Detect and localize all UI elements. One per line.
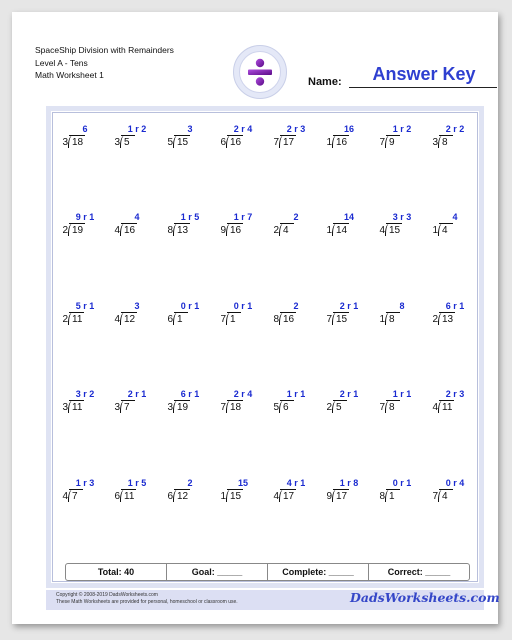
division-problem (270, 301, 314, 335)
dividend: 16 (124, 225, 136, 236)
quotient-answer: 2 r 3 (445, 389, 465, 399)
dividend: 17 (336, 491, 348, 502)
division-problem (59, 124, 103, 158)
answer-key-title: Answer Key (372, 64, 476, 84)
division-problem (217, 389, 261, 423)
divisor: 4 (273, 491, 279, 502)
dividend: 17 (283, 491, 295, 502)
division-problem (323, 212, 367, 246)
quotient-answer: 2 r 4 (233, 389, 253, 399)
divisor: 6 (167, 314, 173, 325)
usage-line: These Math Worksheets are provided for personal, homeschool or classroom use. (56, 598, 238, 605)
goal-field: Goal: _____ (166, 564, 267, 580)
quotient-answer: 2 r 1 (127, 389, 147, 399)
divisor: 9 (220, 225, 226, 236)
divisor: 5 (273, 402, 279, 413)
worksheet-number: Math Worksheet 1 (35, 70, 104, 80)
divisor: 4 (432, 402, 438, 413)
division-problem (376, 212, 420, 246)
total-count: Total: 40 (97, 567, 135, 577)
quotient-answer: 3 r 2 (75, 389, 95, 399)
quotient-answer: 2 (293, 301, 299, 311)
quotient-answer: 2 r 2 (445, 124, 465, 134)
dividend: 13 (442, 314, 454, 325)
dividend: 7 (124, 402, 130, 413)
divisor: 8 (379, 491, 385, 502)
name-label: Name: (308, 76, 342, 88)
quotient-answer: 3 (134, 301, 140, 311)
quotient-answer: 14 (343, 212, 354, 222)
dividend: 5 (336, 402, 342, 413)
quotient-answer: 0 r 1 (233, 301, 253, 311)
quotient-answer: 3 r 3 (392, 212, 412, 222)
dividend: 19 (72, 225, 84, 236)
dividend: 15 (230, 491, 242, 502)
divisor: 3 (432, 137, 438, 148)
dividend: 15 (336, 314, 348, 325)
division-problem (217, 124, 261, 158)
divisor: 7 (220, 402, 226, 413)
division-problem (111, 212, 155, 246)
complete-field: Complete: _____ (267, 564, 368, 580)
quotient-answer: 6 r 1 (180, 389, 200, 399)
quotient-answer: 0 r 4 (445, 478, 465, 488)
copyright-notice (56, 592, 238, 605)
dividend: 1 (177, 314, 183, 325)
dividend: 5 (124, 137, 130, 148)
dividend: 16 (230, 137, 242, 148)
dividend: 12 (124, 314, 136, 325)
divisor: 3 (114, 402, 120, 413)
divisor: 1 (379, 314, 385, 325)
divisor: 7 (273, 137, 279, 148)
worksheet-page (12, 12, 498, 624)
division-problem (270, 212, 314, 246)
division-problem (164, 478, 208, 512)
divisor: 7 (379, 402, 385, 413)
quotient-answer: 6 (82, 124, 88, 134)
worksheet-info (35, 44, 174, 82)
quotient-answer: 0 r 1 (180, 301, 200, 311)
copyright-line: Copyright © 2008-2019 DadsWorksheets.com (56, 592, 158, 598)
dividend: 4 (442, 491, 448, 502)
division-problem (270, 124, 314, 158)
divisor: 8 (273, 314, 279, 325)
dividend: 4 (442, 225, 448, 236)
dividend: 8 (389, 314, 395, 325)
division-problem (323, 124, 367, 158)
quotient-answer: 1 r 3 (75, 478, 95, 488)
divisor: 7 (326, 314, 332, 325)
divisor: 9 (326, 491, 332, 502)
dividend: 7 (72, 491, 78, 502)
dividend: 16 (283, 314, 295, 325)
division-problem (429, 478, 473, 512)
correct-field: Correct: _____ (368, 564, 469, 580)
division-problem (164, 212, 208, 246)
quotient-answer: 4 (452, 212, 458, 222)
divisor: 4 (114, 314, 120, 325)
divisor: 8 (167, 225, 173, 236)
quotient-answer: 2 r 3 (286, 124, 306, 134)
quotient-answer: 1 r 5 (127, 478, 147, 488)
division-problem (217, 212, 261, 246)
division-problem (376, 478, 420, 512)
division-problem (376, 124, 420, 158)
quotient-answer: 2 (187, 478, 193, 488)
quotient-answer: 2 (293, 212, 299, 222)
dividend: 12 (177, 491, 189, 502)
divisor: 3 (114, 137, 120, 148)
division-problem (323, 301, 367, 335)
dividend: 18 (230, 402, 242, 413)
division-problem (270, 478, 314, 512)
divisor: 2 (62, 225, 68, 236)
divisor: 7 (432, 491, 438, 502)
quotient-answer: 2 r 4 (233, 124, 253, 134)
division-problem (111, 389, 155, 423)
dividend: 14 (336, 225, 348, 236)
quotient-answer: 1 r 7 (233, 212, 253, 222)
divisor: 4 (62, 491, 68, 502)
dividend: 19 (177, 402, 189, 413)
divisor: 2 (326, 402, 332, 413)
dividend: 16 (230, 225, 242, 236)
dividend: 1 (230, 314, 236, 325)
division-problem (164, 389, 208, 423)
division-problem (111, 301, 155, 335)
divisor: 3 (62, 402, 68, 413)
divisor: 1 (220, 491, 226, 502)
dividend: 8 (442, 137, 448, 148)
division-problem (164, 301, 208, 335)
divisor: 6 (167, 491, 173, 502)
dividend: 11 (442, 402, 453, 413)
dividend: 1 (389, 491, 395, 502)
division-problem (59, 301, 103, 335)
quotient-answer: 1 r 2 (392, 124, 412, 134)
division-problem (429, 124, 473, 158)
quotient-answer: 2 r 1 (339, 301, 359, 311)
quotient-answer: 1 r 1 (286, 389, 306, 399)
division-problem (59, 212, 103, 246)
quotient-answer: 16 (343, 124, 354, 134)
divisor: 1 (432, 225, 438, 236)
brand-logo: DadsWorksheets.com (350, 590, 500, 605)
quotient-answer: 3 (187, 124, 193, 134)
quotient-answer: 5 r 1 (75, 301, 95, 311)
dividend: 6 (283, 402, 289, 413)
division-problem (323, 389, 367, 423)
score-bar (65, 563, 470, 581)
name-line (349, 87, 497, 88)
divisor: 7 (379, 137, 385, 148)
divisor: 1 (326, 137, 332, 148)
quotient-answer: 8 (399, 301, 405, 311)
divisor: 6 (220, 137, 226, 148)
divisor: 1 (326, 225, 332, 236)
division-problem (429, 301, 473, 335)
division-problem (111, 478, 155, 512)
quotient-answer: 1 r 8 (339, 478, 359, 488)
dividend: 9 (389, 137, 395, 148)
quotient-answer: 15 (237, 478, 248, 488)
quotient-answer: 2 r 1 (339, 389, 359, 399)
quotient-answer: 4 r 1 (286, 478, 306, 488)
quotient-answer: 6 r 1 (445, 301, 465, 311)
quotient-answer: 1 r 1 (392, 389, 412, 399)
divisor: 2 (273, 225, 279, 236)
quotient-answer: 1 r 2 (127, 124, 147, 134)
worksheet-title: SpaceShip Division with Remainders (35, 45, 174, 55)
dividend: 11 (124, 491, 135, 502)
quotient-answer: 0 r 1 (392, 478, 412, 488)
division-problem (323, 478, 367, 512)
dividend: 18 (72, 137, 84, 148)
division-problem (111, 124, 155, 158)
dividend: 16 (336, 137, 348, 148)
dividend: 15 (389, 225, 401, 236)
divisor: 4 (114, 225, 120, 236)
division-problem (59, 389, 103, 423)
dividend: 11 (72, 402, 83, 413)
divisor: 3 (167, 402, 173, 413)
logo-badge (233, 45, 287, 99)
division-problem (59, 478, 103, 512)
division-problem (376, 389, 420, 423)
divisor: 5 (167, 137, 173, 148)
division-problem (164, 124, 208, 158)
worksheet-level: Level A - Tens (35, 57, 88, 68)
divisor: 6 (114, 491, 120, 502)
quotient-answer: 4 (134, 212, 140, 222)
divisor: 3 (62, 137, 68, 148)
division-problem (270, 389, 314, 423)
quotient-answer: 9 r 1 (75, 212, 95, 222)
divisor: 2 (432, 314, 438, 325)
division-sign-icon (245, 57, 275, 87)
problem-frame (46, 106, 484, 588)
dividend: 17 (283, 137, 295, 148)
dividend: 8 (389, 402, 395, 413)
division-problem (429, 389, 473, 423)
dividend: 15 (177, 137, 189, 148)
dividend: 4 (283, 225, 289, 236)
division-problem (217, 478, 261, 512)
division-problem (429, 212, 473, 246)
quotient-answer: 1 r 5 (180, 212, 200, 222)
division-problem (217, 301, 261, 335)
dividend: 11 (72, 314, 83, 325)
division-problem (376, 301, 420, 335)
divisor: 7 (220, 314, 226, 325)
divisor: 2 (62, 314, 68, 325)
divisor: 4 (379, 225, 385, 236)
dividend: 13 (177, 225, 189, 236)
